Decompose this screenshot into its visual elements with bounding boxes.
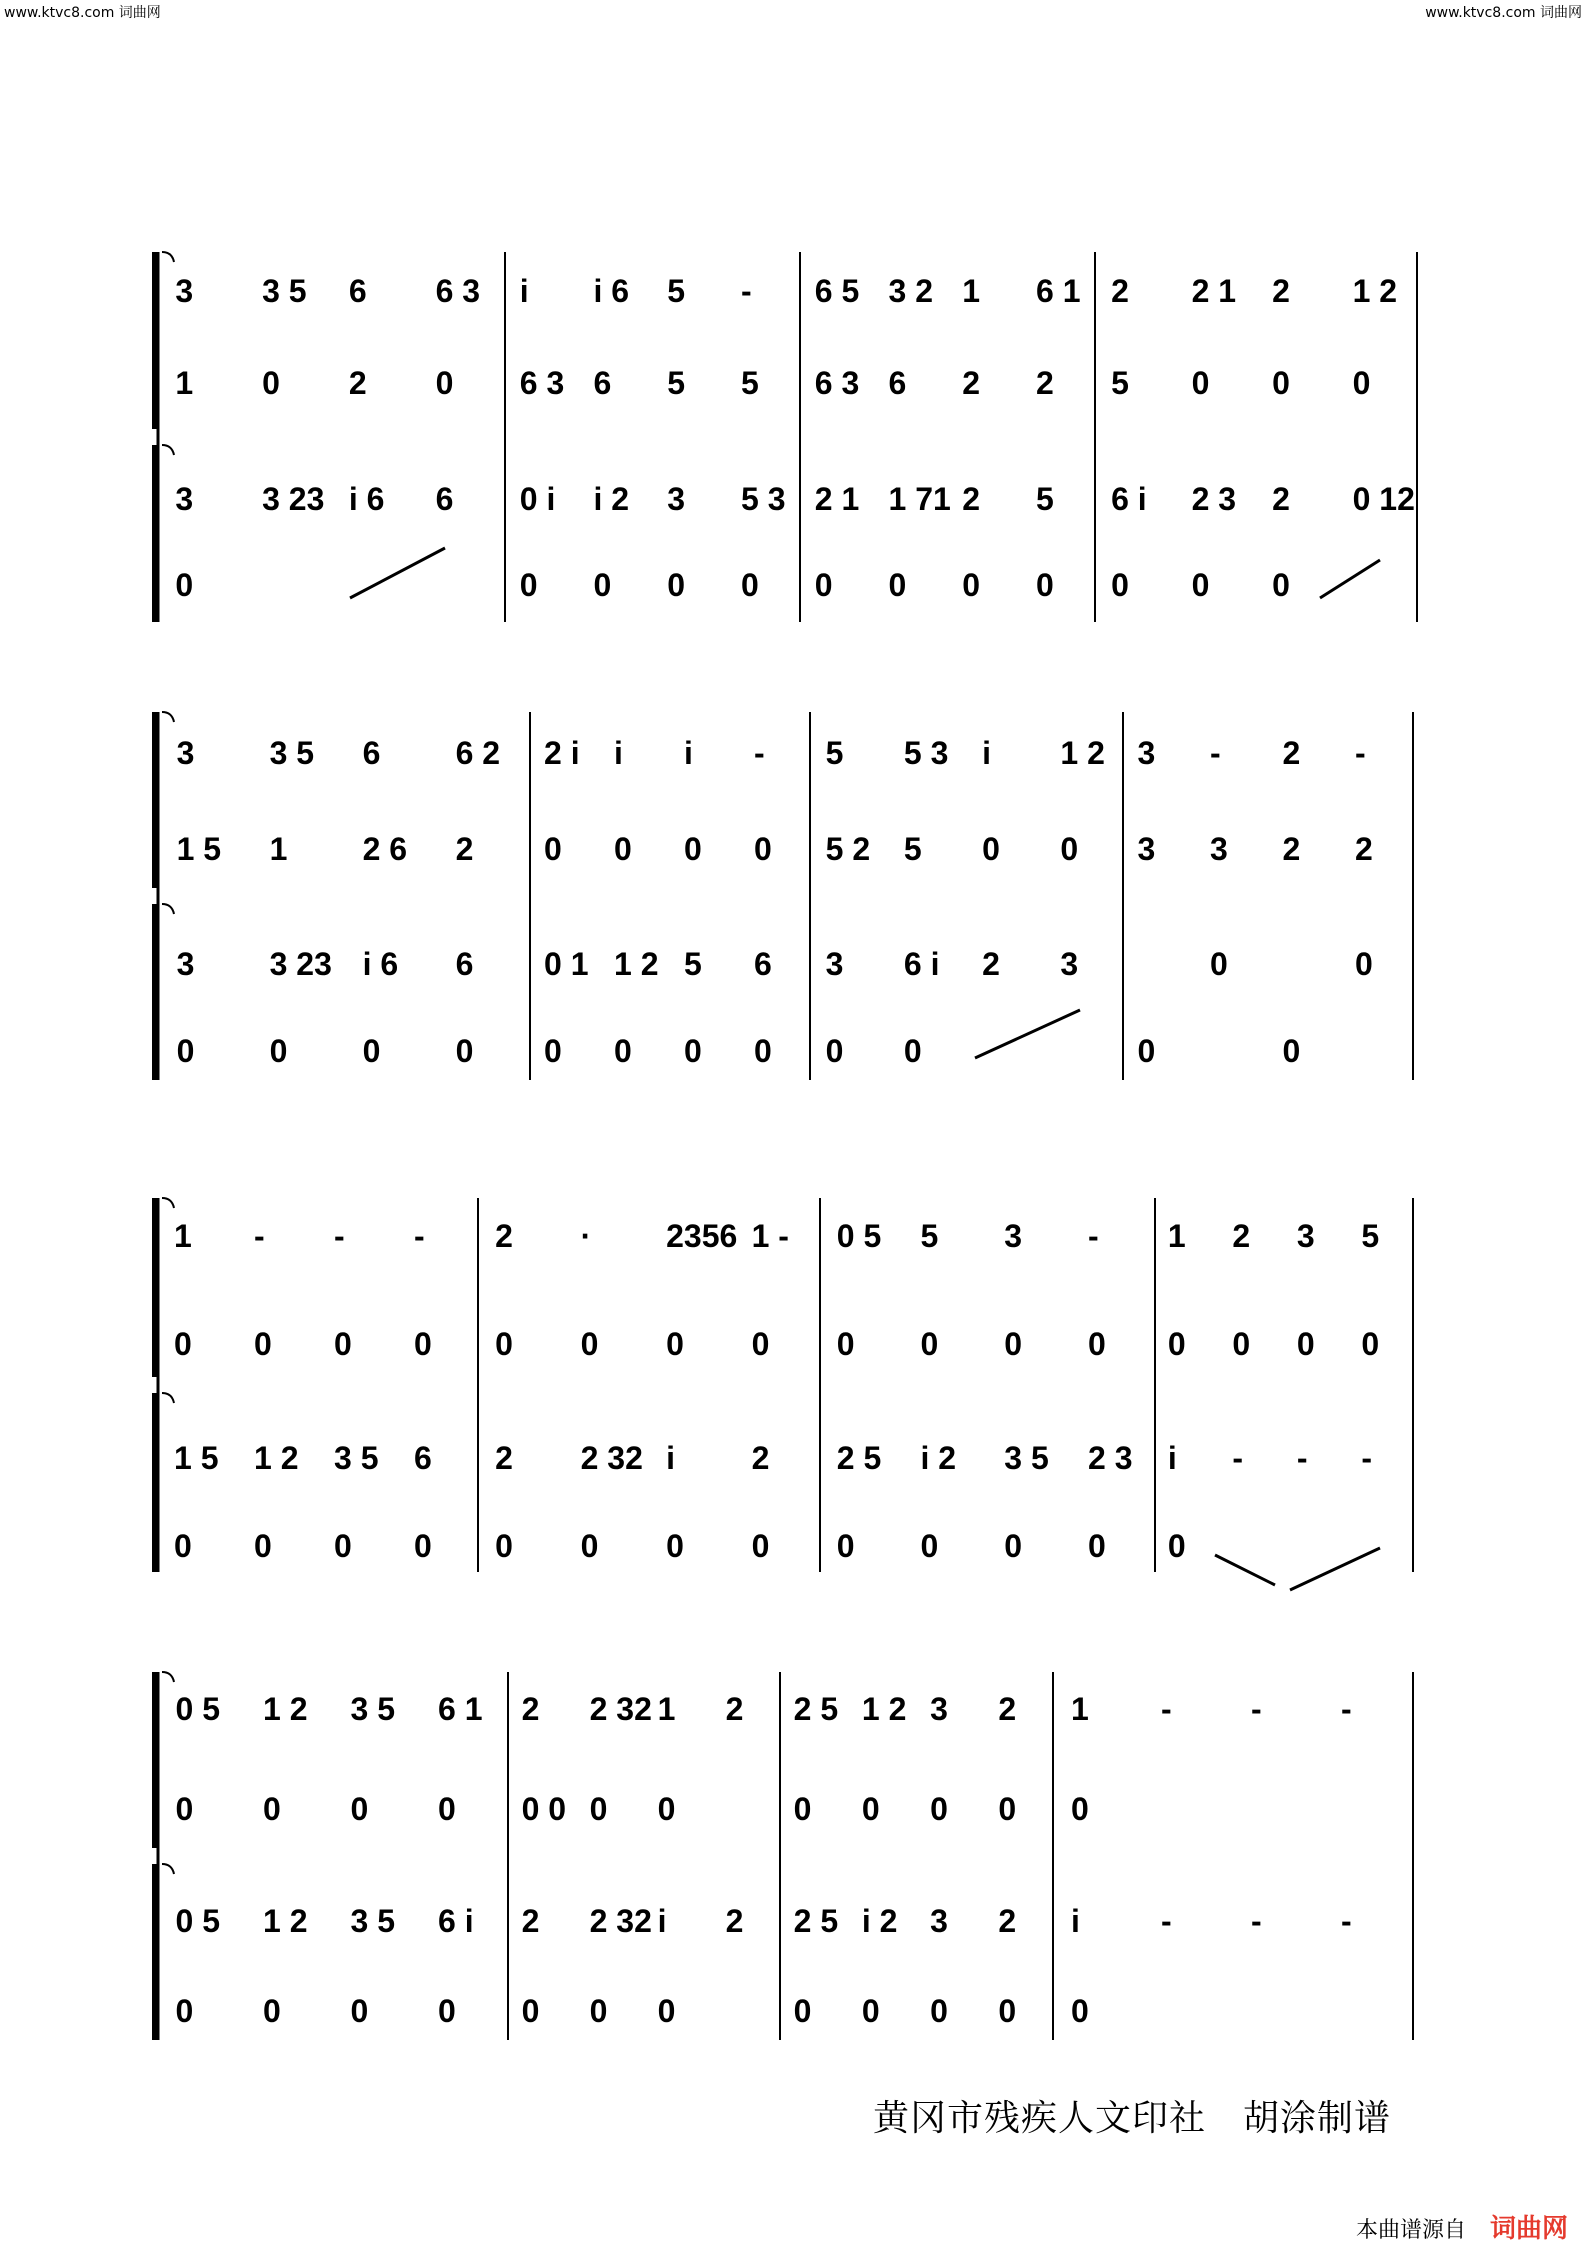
note-group: 0 [176, 1033, 195, 1069]
note-group: 0 [614, 831, 632, 867]
note-group: 0 [589, 1993, 608, 2029]
note-group: 1 71 [888, 481, 951, 517]
note-group: 0 [521, 1993, 540, 2029]
note-group: 2 [1272, 481, 1290, 517]
note-group: 5 2 [825, 831, 871, 867]
note-group: 0 [930, 1993, 948, 2029]
note-group: 2 [1232, 1218, 1251, 1254]
note-group: - [1341, 1691, 1352, 1727]
note-group: 0 [861, 1993, 880, 2029]
note-group: 6 [455, 946, 474, 982]
note-group: 2 32 [589, 1903, 652, 1939]
note-group: 3 [667, 481, 686, 517]
note-group: 0 [903, 1033, 922, 1069]
note-group: 6 5 [814, 273, 860, 309]
note-group: 3 [175, 273, 194, 309]
note-group: 0 [1004, 1326, 1023, 1362]
note-group: 6 [348, 273, 367, 309]
note-group: 5 [920, 1218, 939, 1254]
note-group: 0 [836, 1528, 855, 1564]
note-group: - [334, 1218, 345, 1254]
note-group: - [741, 273, 752, 309]
note-group: 3 5 [350, 1903, 395, 1939]
note-group: 0 [175, 1791, 194, 1827]
note-group: 0 [998, 1993, 1017, 2029]
brace-hook [162, 1393, 174, 1403]
note-group: 1 [1071, 1691, 1089, 1727]
note-group: 0 [1272, 567, 1290, 603]
note-group: 1 2 [254, 1440, 299, 1476]
brace-hook [162, 1198, 174, 1208]
note-group: 3 23 [262, 481, 325, 517]
note-group: 0 [814, 567, 833, 603]
note-group: 0 [263, 1791, 281, 1827]
note-group: 0 [455, 1033, 474, 1069]
note-group: 0 [1111, 567, 1129, 603]
brace-hook [162, 904, 174, 914]
note-group: 5 [903, 831, 922, 867]
note-group: 0 [438, 1791, 456, 1827]
note-group: 3 [825, 946, 844, 982]
brace-hook [162, 252, 174, 262]
note-group: 1 - [751, 1218, 789, 1254]
note-group: 1 [1167, 1218, 1186, 1254]
note-group: 0 [1004, 1528, 1023, 1564]
note-group: 0 [920, 1326, 939, 1362]
note-group: 2 5 [793, 1903, 839, 1939]
note-group: 0 [1361, 1326, 1380, 1362]
note-group: 3 5 [350, 1691, 395, 1727]
note-group: - [1251, 1691, 1262, 1727]
note-group: 0 [175, 567, 194, 603]
note-group: 1 [174, 1218, 192, 1254]
note-group: 1 2 [1352, 273, 1398, 309]
note-group: · [580, 1218, 592, 1254]
note-group: 0 [741, 567, 759, 603]
note-group: 2356 [666, 1218, 738, 1254]
note-group: 5 [1111, 365, 1129, 401]
note-group: i 6 [362, 946, 399, 982]
note-group: 6 [362, 735, 381, 771]
note-group: 2 [1282, 831, 1301, 867]
note-group: 1 2 [263, 1691, 308, 1727]
source-label: 本曲谱源自 [1356, 2218, 1467, 2243]
note-group: 0 [998, 1791, 1017, 1827]
note-group: 3 [1004, 1218, 1023, 1254]
note-group: 1 5 [176, 831, 222, 867]
note-group: 1 2 [1060, 735, 1105, 771]
note-group: 0 [861, 1791, 880, 1827]
note-group: 2 [751, 1440, 770, 1476]
note-group: 0 [614, 1033, 632, 1069]
note-group: 0 [544, 831, 562, 867]
brace-hook [162, 712, 174, 722]
note-group: 0 [1036, 567, 1054, 603]
note-group: 0 [1232, 1326, 1251, 1362]
note-group: - [1341, 1903, 1352, 1939]
note-group: i 2 [861, 1903, 898, 1939]
glide-arrow-icon [975, 1010, 1080, 1058]
note-group: 6 2 [455, 735, 501, 771]
note-group: 0 [362, 1033, 381, 1069]
note-group: 2 [1036, 365, 1054, 401]
note-group: 2 6 [362, 831, 408, 867]
note-group: i [519, 273, 529, 309]
note-group: 2 [521, 1903, 540, 1939]
glide-arrow-icon [1215, 1555, 1275, 1585]
note-group: 0 [657, 1791, 676, 1827]
note-group: 0 [667, 567, 686, 603]
note-group: 2 [998, 1691, 1017, 1727]
note-group: i 6 [348, 481, 385, 517]
note-group: 6 i [1111, 481, 1147, 517]
note-group: 0 [1272, 365, 1290, 401]
note-group: 0 1 [544, 946, 589, 982]
note-group: 2 i [544, 735, 580, 771]
note-group: 1 [269, 831, 288, 867]
note-group: 6 1 [438, 1691, 483, 1727]
note-group: i [684, 735, 693, 771]
note-group: i [982, 735, 992, 771]
note-group: 6 3 [814, 365, 860, 401]
note-group: 0 [593, 567, 612, 603]
note-group: 3 [1210, 831, 1228, 867]
note-group: 0 [1210, 946, 1228, 982]
note-group: 6 [414, 1440, 432, 1476]
note-group: 0 [334, 1528, 352, 1564]
note-group: 0 [495, 1528, 513, 1564]
note-group: 0 [1282, 1033, 1301, 1069]
note-group: 0 [754, 831, 772, 867]
note-group: - [414, 1218, 425, 1254]
note-group: 0 [657, 1993, 676, 2029]
note-group: - [1361, 1440, 1373, 1476]
note-group: 0 i [519, 481, 556, 517]
note-group: i 2 [920, 1440, 957, 1476]
note-group: 0 [982, 831, 1000, 867]
brace-hook [162, 445, 174, 455]
note-group: 0 [269, 1033, 288, 1069]
note-group: i 6 [593, 273, 630, 309]
note-group: 2 32 [589, 1691, 652, 1727]
note-group: 0 5 [836, 1218, 882, 1254]
note-group: 6 [754, 946, 772, 982]
note-group: 0 [495, 1326, 513, 1362]
note-group: 0 [1060, 831, 1079, 867]
note-group: 3 [1137, 831, 1156, 867]
note-group: 3 2 [888, 273, 933, 309]
note-group: 0 5 [175, 1903, 220, 1939]
note-group: 0 [1088, 1528, 1106, 1564]
note-group: 2 [725, 1903, 744, 1939]
note-group: 2 [521, 1691, 540, 1727]
note-group: 0 [589, 1791, 608, 1827]
note-group: - [1296, 1440, 1308, 1476]
note-group: 2 1 [814, 481, 860, 517]
note-group: - [754, 735, 765, 771]
note-group: 0 [263, 1993, 281, 2029]
note-group: 5 3 [903, 735, 949, 771]
note-group: 0 [1167, 1528, 1186, 1564]
brace-hook [162, 1864, 174, 1874]
note-group: 2 [1111, 273, 1129, 309]
note-group: 2 [725, 1691, 744, 1727]
note-group: 2 [1282, 735, 1301, 771]
note-group: 0 [414, 1326, 432, 1362]
note-group: 0 [254, 1326, 272, 1362]
note-group: 3 [1137, 735, 1156, 771]
glide-arrow-icon [350, 548, 445, 598]
note-group: i [614, 735, 623, 771]
note-group: 0 [825, 1033, 844, 1069]
note-group: 2 [982, 946, 1000, 982]
note-group: 5 [684, 946, 702, 982]
note-group: 1 2 [263, 1903, 308, 1939]
note-group: 0 [836, 1326, 855, 1362]
note-group: 0 [666, 1326, 684, 1362]
note-group: 0 [174, 1326, 192, 1362]
note-group: 6 i [438, 1903, 474, 1939]
note-group: 2 3 [1088, 1440, 1133, 1476]
note-group: i [666, 1440, 675, 1476]
note-group: 3 [930, 1903, 948, 1939]
note-group: 6 3 [519, 365, 565, 401]
note-group: i 2 [593, 481, 630, 517]
note-group: 1 [657, 1691, 676, 1727]
note-group: 6 1 [1036, 273, 1081, 309]
note-group: 1 2 [861, 1691, 907, 1727]
note-group: 0 [1167, 1326, 1186, 1362]
note-group: 0 [920, 1528, 939, 1564]
note-group: 0 [414, 1528, 432, 1564]
note-group: 6 [435, 481, 454, 517]
note-group: 2 [962, 481, 981, 517]
note-group: 1 [175, 365, 194, 401]
note-group: 6 [593, 365, 612, 401]
note-group: 3 [930, 1691, 948, 1727]
note-group: 2 [348, 365, 367, 401]
note-group: 0 [1071, 1791, 1089, 1827]
note-group: - [1088, 1218, 1099, 1254]
note-group: 0 [751, 1326, 770, 1362]
note-group: 2 [495, 1440, 513, 1476]
note-group: 2 [455, 831, 474, 867]
glide-arrow-icon [1290, 1548, 1380, 1590]
note-group: 0 [350, 1791, 369, 1827]
note-group: 5 3 [741, 481, 786, 517]
note-group: - [1161, 1903, 1172, 1939]
note-group: 0 0 [521, 1791, 567, 1827]
note-group: 5 [1036, 481, 1054, 517]
note-group: 0 [174, 1528, 192, 1564]
note-group: 0 [684, 831, 702, 867]
note-group: 1 2 [614, 946, 659, 982]
note-group: 0 [1137, 1033, 1156, 1069]
note-group: 0 [1071, 1993, 1089, 2029]
note-group: 3 [176, 735, 195, 771]
note-group: 3 [176, 946, 195, 982]
note-group: 2 5 [836, 1440, 882, 1476]
note-group: i [657, 1903, 667, 1939]
note-group: 0 [1191, 567, 1210, 603]
note-group: 0 [350, 1993, 369, 2029]
score-credit: 黄冈市残疾人文印社 胡涂制谱 [873, 2098, 1392, 2139]
note-group: 1 [962, 273, 981, 309]
note-group: 3 5 [269, 735, 315, 771]
note-group: 0 [888, 567, 907, 603]
note-group: 0 [793, 1791, 812, 1827]
note-group: 0 [1191, 365, 1210, 401]
header-site-left: www.ktvc8.com 词曲网 [4, 5, 161, 21]
brace-hook [162, 1672, 174, 1682]
glide-arrow-icon [1320, 560, 1380, 598]
note-group: 0 [1352, 365, 1371, 401]
note-group: 0 [254, 1528, 272, 1564]
note-group: 0 [175, 1993, 194, 2029]
note-group: i [1167, 1440, 1177, 1476]
note-group: 0 [262, 365, 280, 401]
note-group: 0 [519, 567, 538, 603]
note-group: 0 [580, 1528, 599, 1564]
note-group: 0 [544, 1033, 562, 1069]
note-group: 2 [998, 1903, 1017, 1939]
note-group: 2 32 [580, 1440, 643, 1476]
note-group: 5 [825, 735, 844, 771]
note-group: 5 [667, 365, 686, 401]
source-brand-logo: 词曲网 [1490, 2214, 1569, 2244]
note-group: 0 [684, 1033, 702, 1069]
note-group: 0 [666, 1528, 684, 1564]
note-group: 3 [175, 481, 194, 517]
note-group: 2 3 [1191, 481, 1237, 517]
note-group: 3 [1296, 1218, 1315, 1254]
note-group: - [1251, 1903, 1262, 1939]
note-group: 3 23 [269, 946, 332, 982]
note-group: 0 [1296, 1326, 1315, 1362]
note-group: - [1232, 1440, 1244, 1476]
note-group: 0 [962, 567, 981, 603]
note-group: 0 [793, 1993, 812, 2029]
note-group: 2 [1272, 273, 1290, 309]
note-group: 0 [754, 1033, 772, 1069]
note-group: 5 [667, 273, 686, 309]
note-group: 3 [1060, 946, 1079, 982]
note-group: 1 5 [174, 1440, 219, 1476]
note-group: 5 [741, 365, 759, 401]
note-group: 0 5 [175, 1691, 220, 1727]
note-group: 3 5 [1004, 1440, 1049, 1476]
note-group: 0 [751, 1528, 770, 1564]
note-group: 0 [334, 1326, 352, 1362]
note-group: 2 [962, 365, 981, 401]
note-group: - [254, 1218, 265, 1254]
note-group: i [1071, 1903, 1080, 1939]
note-group: - [1210, 735, 1221, 771]
note-group: 3 5 [262, 273, 307, 309]
note-group: 0 [438, 1993, 456, 2029]
note-group: 0 12 [1352, 481, 1415, 517]
header-site-right: www.ktvc8.com 词曲网 [1425, 5, 1582, 21]
note-group: - [1355, 735, 1366, 771]
note-group: 0 [1088, 1326, 1106, 1362]
note-group: 2 5 [793, 1691, 839, 1727]
note-group: 3 5 [334, 1440, 379, 1476]
note-group: 0 [1355, 946, 1373, 982]
note-group: 2 1 [1191, 273, 1237, 309]
note-group: 6 i [903, 946, 940, 982]
note-group: 6 [888, 365, 907, 401]
note-group: 0 [930, 1791, 948, 1827]
note-group: 6 3 [435, 273, 481, 309]
note-group: 2 [495, 1218, 513, 1254]
note-group: 0 [435, 365, 454, 401]
note-group: - [1161, 1691, 1172, 1727]
note-group: 5 [1361, 1218, 1380, 1254]
note-group: 2 [1355, 831, 1373, 867]
note-group: 0 [580, 1326, 599, 1362]
